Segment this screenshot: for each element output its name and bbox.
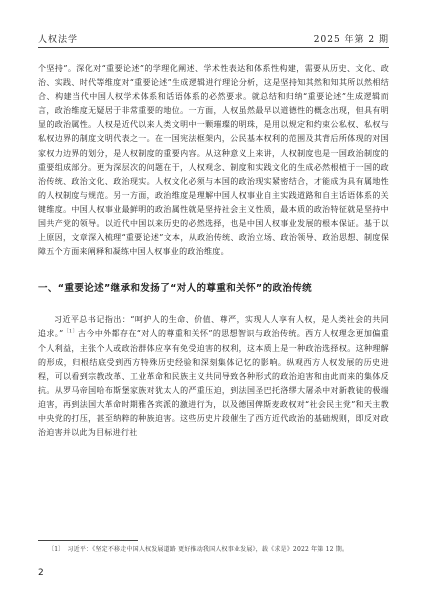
section-heading: 一、“重要论述”继承和发扬了“对人的尊重和关怀”的政治传统 [38,283,313,295]
footnote-ref[interactable]: 〔1〕 [63,328,79,335]
section-paragraph [38,313,389,440]
journal-name: 人权法学 [38,35,79,45]
footnote-text: 习近平：《坚定不移走中国人权发展道路 更好推动我国人权事业发展》，载《求是》2022 年第 12 期。 [67,546,349,553]
paragraph-text: 古今中外都存在“对人的尊重和关怀”的思想智识与政治传统。西方人权理念更加偏重个人利益，主张个人或政治群体应享有免受迫害的权利，这本质上是一种政治选择权。这种理解的形成，归根结底受到西方特殊历史经验和深刻集体记忆的影响。纵观西方人权发展的历史进程，可以看到宗教改革、工业革命和民族主义共同导致各种形式的政治迫害和由此而来的集体反抗。从罗马帝国哈布斯堡家族对犹太人的严重压迫，到法国圣巴托洛缪大屠杀中对新教徒的极端迫害，再到法国大革命时期雅各宾派的激进行为，以及德国俾斯麦政权对“社会民主党”和天主教中央党的打压，甚至纳粹的种族迫害。这些历史片段催生了西方近代政治的基础规则，即反对政治迫害并以此为目标进行社 [38,329,389,438]
quote-text: 习近平总书记指出：“呵护人的生命、价值、尊严，实现人人享有人权，是人类社会的共同追求。” [38,315,389,339]
running-header [38,33,389,48]
footnote-divider [38,540,138,541]
article-body [38,62,389,440]
issue-label: 2025 年第 2 期 [313,35,389,45]
footnote [38,545,389,555]
body-paragraph: 个坚持”。深化对“重要论述”的学理化阐述、学术性表达和体系性构建，需要从历史、文化、政治、实践、时代等维度对“重要论述”生成逻辑进行理论分析，这是坚持知其然和知其所以然相结合、构建当代中国人权学术体系和话语体系的必然要求。就总结和归纳“重要论述”生成逻辑而言，政治维度无疑居于非常重要的地位。一方面，人权虽然最早以道德性的概念出现，但具有明显的政治属性。人权是近代以来人类文明中一颗璀璨的明珠，是用以规定和约束公私权、私权与私权边界的制度文明代表之一。在一国宪法框架内，公民基本权利的范围及其背后所体现的对国家权力边界的划分，是人权制度的重要内容。从这种意义上来讲，人权制度也是一国政治制度的重要组成部分。更为深层次的问题在于，人权观念、制度和实践文化的生成必然根植于一国的政治传统、政治文化、政治现实。人权文化必须与本国的政治现实紧密结合，才能成为具有属地性的人权制度与规范。另一方面，政治维度是理解中国人权事业自主实践道路和自主话语体系的关键维度。中国人权事业最鲜明的政治属性就是坚持社会主义性质，最本质的政治特征就是坚持中国共产党的领导。以近代中国以来历史的必然选择，也是中国人权事业发展的根本保证。基于以上原因，文章深入梳理“重要论述”文本，从政治传统、政治立场、政治领导、政治思想、制度保障五个方面来阐释和凝练中国人权事业的政治维度。 [38,64,389,257]
footnote-number: 〔1〕 [48,546,65,553]
page-number: 2 [38,568,44,578]
